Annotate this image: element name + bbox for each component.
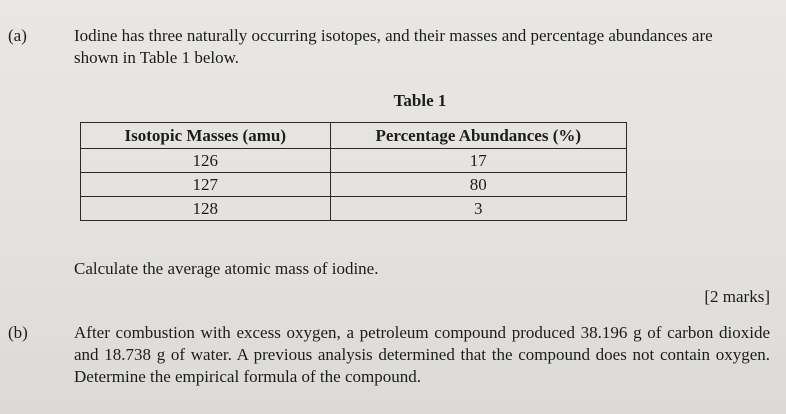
question-b-label: (b)	[8, 323, 28, 342]
table-caption: Table 1	[393, 91, 447, 110]
table-cell-abundance: 80	[330, 173, 626, 197]
question-b-text: After combustion with excess oxygen, a petroleum compound produced 38.196 g of carbon dioxide and 18.738 g of water. A previous analysis determined that the compound does not contain oxygen. Determine the empirical formula of the compound.	[74, 323, 770, 386]
isotope-table	[80, 122, 627, 221]
column-header-isotopic-masses: Isotopic Masses (amu)	[81, 123, 331, 149]
table-cell-abundance: 17	[330, 149, 626, 173]
table-header-row	[81, 123, 627, 149]
table-row	[81, 173, 627, 197]
question-a-intro: Iodine has three naturally occurring isotopes, and their masses and percentage abundances are shown in Table 1 below.	[74, 26, 713, 67]
question-a-label: (a)	[8, 26, 27, 45]
table-cell-abundance: 3	[330, 197, 626, 221]
question-a-marks: [2 marks]	[704, 287, 770, 306]
table-cell-mass: 128	[81, 197, 331, 221]
table-cell-mass: 126	[81, 149, 331, 173]
table-row	[81, 149, 627, 173]
table-cell-mass: 127	[81, 173, 331, 197]
column-header-percentage-abundances: Percentage Abundances (%)	[330, 123, 626, 149]
table-row	[81, 197, 627, 221]
question-a-task: Calculate the average atomic mass of iodine.	[74, 259, 379, 278]
